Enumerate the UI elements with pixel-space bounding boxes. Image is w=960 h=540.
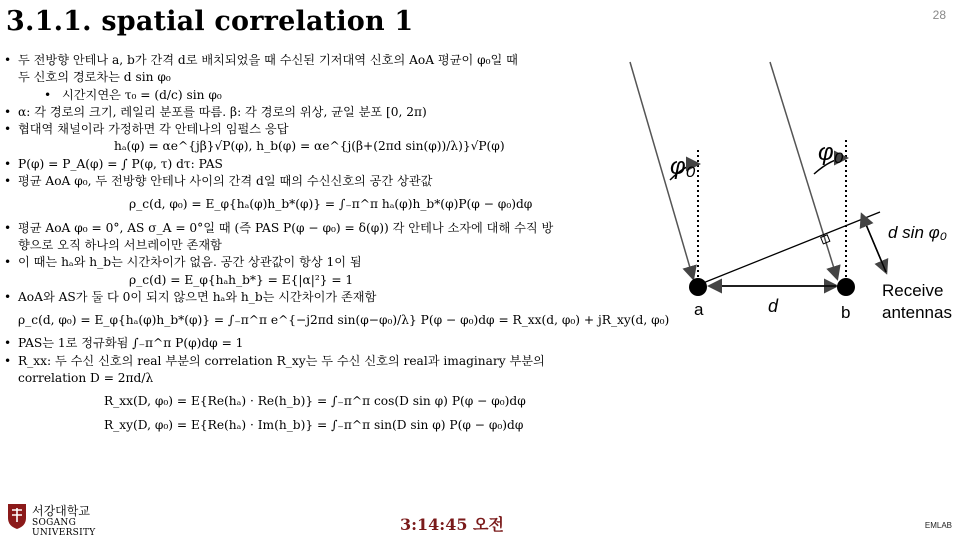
logo-english-text: SOGANG UNIVERSITY (32, 518, 96, 538)
shield-icon (6, 502, 28, 530)
slide-body (4, 52, 670, 434)
angle-label-left: φ₀ (670, 153, 696, 180)
node-label-a: a (694, 300, 704, 319)
antenna-a (689, 278, 707, 296)
text-line: • 협대역 채널이라 가정하면 각 안테나의 임펄스 응답 (4, 121, 604, 138)
text-line: • P(φ) = P_A(φ) = ∫ P(φ, τ) dτ: PAS (4, 156, 604, 173)
equation: R_xx(D, φ₀) = E{Re(hₐ) · Re(h_b)} = ∫₋π^π cos(D sin φ) P(φ − φ₀)dφ (104, 394, 526, 409)
text-line: • PAS는 1로 정규화됨 ∫₋π^π P(φ)dφ = 1 (4, 335, 604, 352)
distance-label: d (768, 296, 779, 316)
text-line: • R_xx: 두 수신 신호의 real 부분의 correlation R_xy는 두 수신 신호의 real과 imaginary 부분의 (4, 353, 604, 370)
text-line: • 평균 AoA φ₀ = 0°, AS σ_A = 0°일 때 (즉 PAS P(φ − φ₀) = δ(φ)) 각 안테나 소자에 대해 수직 방 (4, 220, 604, 237)
logo-korean-text: 서강대학교 (32, 504, 90, 518)
equation: ρ_c(d, φ₀) = E_φ{hₐ(φ)h_b*(φ)} = ∫₋π^π e^{−j2πd sin(φ−φ₀)/λ} P(φ − φ₀)dφ = R_xx(d, φ₀) + jR_xy(d, φ₀) (18, 313, 670, 328)
slide-title: 3.1.1. spatial correlation 1 (6, 6, 414, 37)
text-line: • 시간지연은 τ₀ = (d/c) sin φ₀ (4, 87, 604, 104)
incoming-rays (630, 62, 837, 278)
text-line: • 평균 AoA φ₀, 두 전방향 안테나 사이의 간격 d일 때의 수신신호의 공간 상관값 (4, 173, 604, 190)
text-line: • 이 때는 hₐ와 h_b는 시간차이가 없음. 공간 상관값이 항상 1이 됨 (4, 254, 604, 271)
page-number: 28 (932, 8, 946, 22)
antenna-diagram (600, 40, 960, 340)
university-logo (6, 502, 116, 538)
equation: R_xy(D, φ₀) = E{Re(hₐ) · Im(h_b)} = ∫₋π^π sin(D sin φ) P(φ − φ₀)dφ (104, 417, 524, 432)
angle-label-right: φ₀ (818, 139, 844, 166)
path-difference-arrow (862, 215, 886, 272)
text-line: • α: 각 경로의 크기, 레일리 분포를 따름. β: 각 경로의 위상, 균일 분포 [0, 2π) (4, 104, 604, 121)
wavefront-line (698, 212, 880, 285)
equation: ρ_c(d, φ₀) = E_φ{hₐ(φ)h_b*(φ)} = ∫₋π^π hₐ(φ)h_b*(φ)P(φ − φ₀)dφ (129, 197, 533, 212)
text-line: • AoA와 AS가 둘 다 0이 되지 않으면 hₐ와 h_b는 시간차이가 존재함 (4, 289, 604, 306)
footer-lab: EMLAB (924, 521, 952, 530)
text-line: 향으로 오직 하나의 서브레이만 존재함 (18, 237, 222, 252)
equation: hₐ(φ) = αe^{jβ}√P(φ), h_b(φ) = αe^{j(β+(2πd sin(φ))/λ)}√P(φ) (114, 139, 505, 154)
text-line: correlation D = 2πd/λ (18, 371, 154, 386)
receive-label-1: Receive (882, 281, 944, 300)
text-line: 두 신호의 경로차는 d sin φ₀ (18, 70, 171, 85)
equation: ρ_c(d) = E_φ{hₐh_b*} = E{|α|²} = 1 (129, 272, 354, 287)
path-difference-label: d sin φ₀ (888, 223, 947, 242)
text-line: • 두 전방향 안테나 a, b가 간격 d로 배치되었을 때 수신된 기저대역 신호의 AoA 평균이 φ₀일 때 (4, 52, 604, 69)
footer-time: 3:14:45 오전 (400, 515, 504, 534)
antenna-b (837, 278, 855, 296)
receive-label-2: antennas (882, 303, 952, 322)
node-label-b: b (841, 303, 851, 322)
